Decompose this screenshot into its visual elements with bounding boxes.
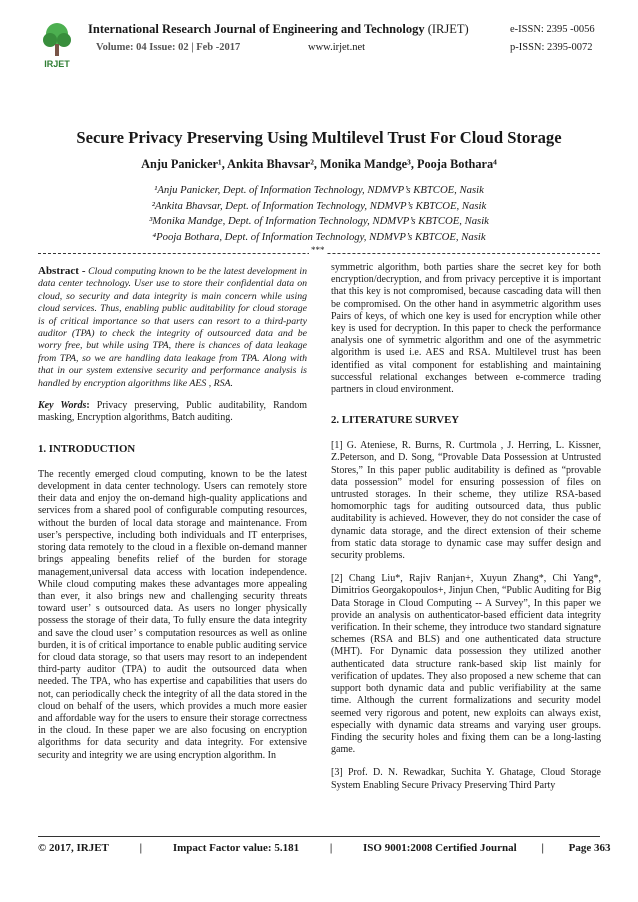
keywords-label: Key Words (38, 400, 87, 412)
page-footer (38, 842, 611, 854)
logo-tree-icon (43, 23, 71, 56)
footer-iso: ISO 9001:2008 Certified Journal (363, 842, 517, 854)
left-column (38, 265, 307, 762)
intro-paragraph-continued: symmetric algorithm, both parties share the secret key for both encryption/decryption, and from privacy perceptive it is important that this key is not compromised, because cascading data will then be compromised. On the other hand in asymmetric algorithm uses Pairs of keys, of which one key is used for encryption while other key is used for decryption. In this paper to check the performance analysis one of symmetric algorithm and one of the asymmetric algorithm is used i.e. AES and RSA. Multilevel trust has been identified as vital component for establishing and maintaining successful relational exchanges between e-commerce trading partners in cloud environment. (331, 262, 601, 396)
footer-impact: Impact Factor value: 5.181 (172, 842, 300, 854)
literature-heading: 2. LITERATURE SURVEY (331, 414, 460, 427)
affiliation-3: ³Monika Mandge, Dept. of Information Technology, NDMVP’s KBTCOE, Nasik (149, 215, 489, 227)
literature-item-1: [1] G. Ateniese, R. Burns, R. Curtmola , J. Herring, L. Kissner, Z.Peterson, and D. Song, “Provable Data Possession at Untrusted Stores,” In this paper public auditability is defined as “provable data possession” model for ensuring possession of files on untrusted storages. In their scheme, they utilize RSA-based homomorphic tags for auditing outsourced data, thus public auditability is achieved. However, they do not consider the case of dynamic data storage, and the direct extension of their scheme from static data storage to dynamic case may suffer design and security problems. (331, 440, 601, 562)
keywords-text: Privacy preserving, Public auditability, Random masking, Encryption algorithms, Batch auditing. (38, 400, 307, 424)
e-issn: e-ISSN: 2395 -0056 (510, 24, 595, 35)
keywords: Key Words: Privacy preserving, Public auditability, Random masking, Encryption algorithms, Batch auditing. (38, 400, 307, 424)
intro-paragraph: The recently emerged cloud computing, known to be the latest development in data center technology. Users can remotely store their data and enjoy the on-demand high-quality applications and services from a shared pool of configurable computing resources, without the burden of local data storage and maintenance. From user’s perspective, including both individuals and IT enterprises, storing data remotely to the cloud in a flexible on-demand manner brings appealing benefits relief of the burden for storage management,universal data access with location independence. While cloud computing makes these advantages more appealing than ever, it also brings new and challenging security threats toward user’ s outsourced data. As users no longer physically possess the storage of their data, To fully ensure the data integrity and save the cloud user’ s computation resources as well as online burden, it is of critical importance to enable public auditing service for cloud data storage, so that users may resort to an independent third-party auditor (TPA) to audit the outsourced data when needed. The TPA, who has expertise and capabilities that users do not, can periodically check the integrity of all the data stored in the cloud on behalf of the users, which provides a much more easier and affordable way for the users to ensure their storage correctness in the cloud. In these paper we are also focusing on encryption algorithms for data security and data integrity. For extensive security and integrity we are using encryption algorithm. In (38, 468, 307, 761)
literature-item-2: [2] Chang Liu*, Rajiv Ranjan+, Xuyun Zhang*, Chi Yang*, Dimitrios Georgakopoulos+, Jinjun Chen, “Public Auditing for Big Data Storage in Cloud Computing -- A Survey”, In this paper we provide an analysis on authenticator-based efficient data integrity verification. In their scheme, they introduce two standard signature schemes (RSA and BLS) and one authenticated data structure (MHT). For Dynamic data possession they utilized another authenticated data structure rank-based skip list mainly for verification of updates. They also proposed a new scheme that can support both dynamic data and public verifiability at the same time. Although the current formalizations and security model seemed very rigorous and potent, new exploits can always exist, especially with dynamic data streams and varying user groups. Finding the security holes and fixing them can be a long-lasting game. (331, 573, 601, 756)
footer-page: Page 363 (568, 842, 611, 854)
affiliation-4: ⁴Pooja Bothara, Dept. of Information Technology, NDMVP’s KBTCOE, Nasik (152, 230, 486, 243)
paper-title: Secure Privacy Preserving Using Multilevel Trust For Cloud Storage (76, 128, 562, 147)
affiliation-1: ¹Anju Panicker, Dept. of Information Technology, NDMVP’s KBTCOE, Nasik (154, 184, 484, 196)
intro-heading: 1. INTRODUCTION (38, 442, 136, 455)
footer-divider: | (329, 842, 333, 854)
journal-title: International Research Journal of Engineering and Technology (IRJET) (88, 22, 469, 36)
volume-issue: Volume: 04 Issue: 02 | Feb -2017 (96, 42, 241, 53)
footer-divider: | (541, 842, 544, 854)
abstract (38, 265, 307, 390)
affiliation-2: ²Ankita Bhavsar, Dept. of Information Technology, NDMVP’s KBTCOE, Nasik (151, 199, 487, 212)
logo-text: IRJET (44, 59, 70, 69)
literature-item-3: [3] Prof. D. N. Rewadkar, Suchita Y. Ghatage, Cloud Storage System Enabling Secure Privacy Preserving Third Party (331, 767, 601, 791)
journal-abbr: (IRJET) (427, 22, 469, 36)
paper-authors: Anju Panicker¹, Ankita Bhavsar², Monika Mandge³, Pooja Bothara⁴ (141, 157, 497, 171)
footer-rule (38, 836, 600, 837)
abstract-label: Abstract - (38, 265, 86, 277)
affiliations (0, 183, 638, 245)
journal-website: www.irjet.net (308, 42, 366, 53)
separator-mark: *** (311, 245, 325, 255)
footer-divider: | (139, 842, 143, 854)
p-issn: p-ISSN: 2395-0072 (510, 42, 593, 53)
irjet-logo (38, 20, 76, 72)
footer-copyright: © 2017, IRJET (38, 842, 109, 854)
right-column (331, 262, 601, 792)
abstract-text: Cloud computing known to be the latest development in data center technology. User use to store their confidential data on cloud, so security and data integrity is main concern while using cloud services. Thus, enabling public auditability for cloud storage is of critical importance so that users can resort to a third-party auditor (TPA) to check the integrity of outsourced data and be worry free, but while using TPA, there is chances of data leakage from TPA, so we are handling data leakage from TPA. Along with that in our system extensive security and performance analysis is handled by encryption algorithms like AES , RSA. (38, 266, 307, 389)
